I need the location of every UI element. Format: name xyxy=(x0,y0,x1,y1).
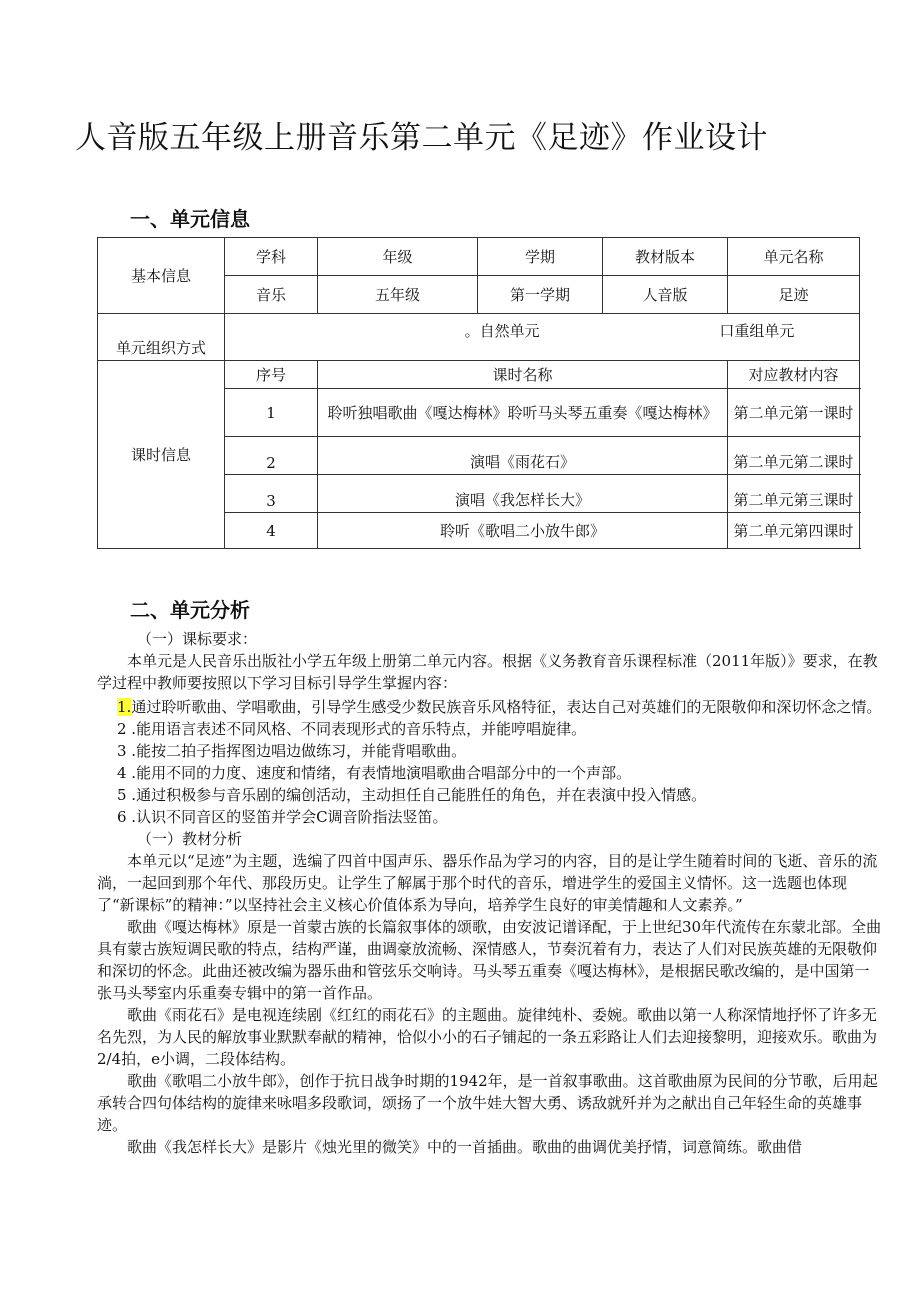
lesson-content: 第二单元第一课时 xyxy=(728,389,860,437)
subheading-curriculum: （一）课标要求： xyxy=(137,630,258,648)
lesson-content: 第二单元第四课时 xyxy=(728,513,860,549)
unit-info-table xyxy=(97,237,860,549)
lesson-name: 聆听《歌唱二小放牛郎》 xyxy=(318,513,728,549)
value-edition: 人音版 xyxy=(603,276,728,314)
analysis-paragraph: 歌曲《我怎样长大》是影片《烛光里的微笑》中的一首插曲。歌曲的曲调优美抒情，词意简练。歌曲借 xyxy=(127,1138,803,1156)
header-term: 学期 xyxy=(478,238,603,276)
regrouped-unit-option: 口重组单元 xyxy=(719,322,795,340)
analysis-paragraph: 本单元以“足迹”为主题，选编了四首中国声乐、器乐作品为学习的内容，目的是让学生随着时间的飞逝、音乐的流淌，一起回到那个年代、那段历史。让学生了解属于那个时代的音乐，增进学生的爱国主义情怀。这一选题也体现了“新课标”的精神：”以坚持社会主义核心价值体系为导向，培养学生良好的审美情趣和人文素养。” xyxy=(97,852,878,914)
highlight-marker: 1. xyxy=(117,698,132,716)
value-subject: 音乐 xyxy=(225,276,318,314)
goal-item: 5 .通过积极参与音乐剧的编创活动，主动担任自己能胜任的角色，并在表演中投入情感。 xyxy=(117,786,707,804)
lesson-no: 3 xyxy=(225,475,318,513)
analysis-paragraph: 歌曲《歌唱二小放牛郎》，创作于抗日战争时期的1942年，是一首叙事歌曲。这首歌曲原为民间的分节歌，后用起承转合四句体结构的旋律来咏唱多段歌词，颂扬了一个放牛娃大智大勇、诱敌就歼并为之献出自己年轻生命的英雄事迹。 xyxy=(97,1072,878,1134)
goal-item-1 xyxy=(97,694,882,718)
org-mode-options xyxy=(225,314,860,361)
org-mode-label: 单元组织方式 xyxy=(98,314,225,361)
subheading-materials: （一）教材分析 xyxy=(137,830,243,848)
value-grade: 五年级 xyxy=(318,276,478,314)
goal-item: 4 .能用不同的力度、速度和情绪，有表情地演唱歌曲合唱部分中的一个声部。 xyxy=(117,764,632,782)
value-unit-name: 足迹 xyxy=(728,276,860,314)
header-subject: 学科 xyxy=(225,238,318,276)
lesson-content: 第二单元第二课时 xyxy=(728,437,860,475)
lesson-no: 1 xyxy=(225,389,318,437)
header-unit-name: 单元名称 xyxy=(728,238,860,276)
page-title: 人音版五年级上册音乐第二单元《足迹》作业设计 xyxy=(75,120,768,156)
lesson-no: 4 xyxy=(225,513,318,549)
lesson-info-label: 课时信息 xyxy=(98,361,225,549)
header-edition: 教材版本 xyxy=(603,238,728,276)
lesson-name: 演唱《雨花石》 xyxy=(318,437,728,475)
analysis-paragraph: 歌曲《嘎达梅林》原是一首蒙古族的长篇叙事体的颂歌，由安波记谱译配，于上世纪30年代流传在东蒙北部。全曲具有蒙古族短调民歌的特点，结构严谨，曲调豪放流畅、深情感人，节奏沉着有力，表达了人们对民族英雄的无限敬仰和深切的怀念。此曲还被改编为器乐曲和管弦乐交响诗。马头琴五重奏《嘎达梅林》，是根据民歌改编的，是中国第一张马头琴室内乐重奏专辑中的第一首作品。 xyxy=(97,918,882,1002)
lesson-no: 2 xyxy=(225,437,318,475)
goal-item: 3 .能按二拍子指挥图边唱边做练习，并能背唱歌曲。 xyxy=(117,742,467,760)
section-heading-unit-info: 一、单元信息 xyxy=(130,207,250,231)
header-grade: 年级 xyxy=(318,238,478,276)
analysis-body xyxy=(97,628,882,1158)
lesson-header-name: 课时名称 xyxy=(318,361,728,389)
basic-info-label: 基本信息 xyxy=(98,238,225,314)
lesson-content: 第二单元第三课时 xyxy=(728,475,860,513)
analysis-paragraph: 歌曲《雨花石》是电视连续剧《红红的雨花石》的主题曲。旋律纯朴、委婉。歌曲以第一人称深情地抒怀了许多无名先烈，为人民的解放事业默默奉献的精神，恰似小小的石子铺起的一条五彩路让人们去迎接黎明，迎接欢乐。歌曲为2/4拍，e小调，二段体结构。 xyxy=(97,1006,878,1068)
goal-item: 6 .认识不同音区的竖笛并学会C调音阶指法竖笛。 xyxy=(117,808,448,826)
lesson-header-no: 序号 xyxy=(225,361,318,389)
goal-item: 2 .能用语言表述不同风格、不同表现形式的音乐特点，并能哼唱旋律。 xyxy=(117,720,587,738)
intro-paragraph: 本单元是人民音乐出版社小学五年级上册第二单元内容。根据《义务教育音乐课程标准（2011年版）》要求，在教学过程中教师要按照以下学习目标引导学生掌握内容： xyxy=(97,652,878,692)
lesson-name: 演唱《我怎样长大》 xyxy=(318,475,728,513)
lesson-header-content: 对应教材内容 xyxy=(728,361,860,389)
natural-unit-option: 。自然单元 xyxy=(464,322,540,340)
lesson-name: 聆听独唱歌曲《嘎达梅林》聆听马头琴五重奏《嘎达梅林》 xyxy=(318,389,728,437)
value-term: 第一学期 xyxy=(478,276,603,314)
goal-item-1-text: 通过聆听歌曲、学唱歌曲，引导学生感受少数民族音乐风格特征，表达自己对英雄们的无限敬仰和深切怀念之情。 xyxy=(131,698,882,716)
section-heading-unit-analysis: 二、单元分析 xyxy=(130,598,250,622)
